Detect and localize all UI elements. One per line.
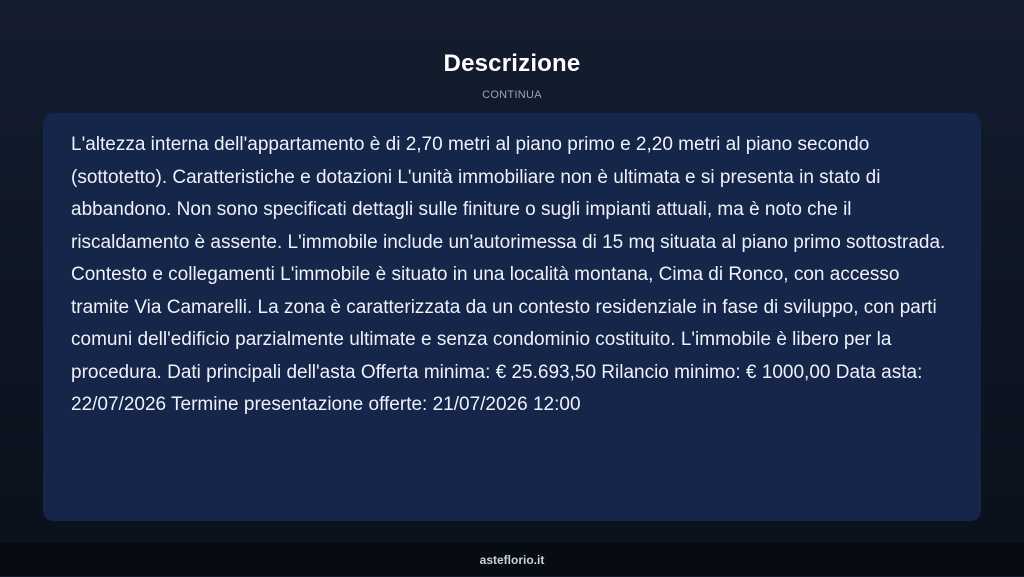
footer-bar — [0, 543, 1024, 576]
page-header — [0, 48, 1024, 102]
description-text: L'altezza interna dell'appartamento è di 2,70 metri al piano primo e 2,20 metri al piano secondo (sottotetto). Caratteristiche e dotazioni L'unità immobiliare non è ultimata e si presenta in stato di abbandono. Non sono specificati dettagli sulle finiture o sugli impianti attuali, ma è noto che il riscaldamento è assente. L'immobile include un'autorimessa di 15 mq situata al piano primo sottostrada. Contesto e collegamenti L'immobile è situato in una località montana, Cima di Ronco, con accesso tramite Via Camarelli. La zona è caratterizzata da un contesto residenziale in fase di sviluppo, con parti comuni dell'edificio parzialmente ultimate e senza condominio costituito. L'immobile è libero per la procedura. Dati principali dell'asta Offerta minima: € 25.693,50 Rilancio minimo: € 1000,00 Data asta: 22/07/2026 Termine presentazione offerte: 21/07/2026 12:00 — [71, 134, 946, 415]
page-subtitle: CONTINUA — [482, 89, 542, 101]
site-name: asteflorio.it — [479, 553, 545, 567]
page-title: Descrizione — [443, 50, 581, 77]
description-card — [43, 113, 981, 521]
